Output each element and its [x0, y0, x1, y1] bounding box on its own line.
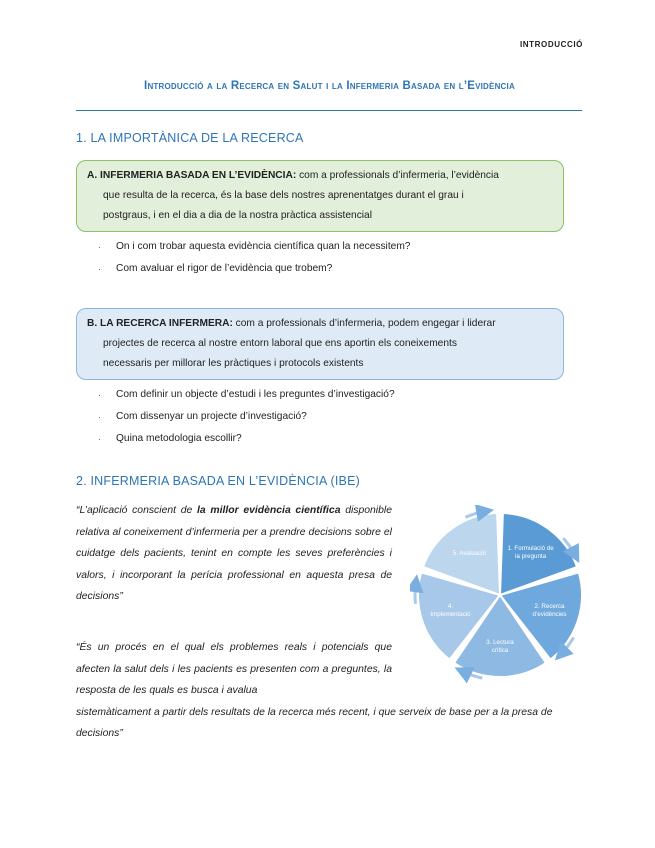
quote-text: disponible relativa al coneixement d’infermeria per a prendre decisions sobre el cuidatge dels pacients, tenint en compte les seves preferències i valors, i incorporant la perícia professional en aquesta presa de decisions” — [76, 505, 392, 602]
quote-text: sistemàticament a partir dels resultats de la recerca més recent, i que serveix de base per a la presa de decisions” — [76, 706, 553, 739]
list-item-text: Com avaluar el rigor de l’evidència que trobem? — [116, 263, 333, 274]
list-item-text: Com definir un objecte d’estudi i les preguntes d’investigació? — [116, 389, 395, 400]
callout-letter: A. — [87, 170, 98, 181]
callout-lead: INFERMERIA BASADA EN L’EVIDÈNCIA: — [100, 170, 297, 181]
definition-quote-1 — [76, 500, 392, 608]
callout-letter: B. — [87, 318, 98, 329]
callout-infermeria-basada — [76, 160, 564, 232]
bullet-icon: · — [98, 242, 101, 252]
callout-text: com a professionals d’infermeria, l’evidència — [296, 170, 499, 181]
quote-emphasis: la millor evidència científica — [196, 505, 341, 516]
bullet-icon: · — [98, 264, 101, 274]
bullet-icon: · — [98, 390, 101, 400]
callout-text: com a professionals d’infermeria, podem engegar i liderar — [232, 318, 496, 329]
cycle-step-label: 5. Avaluació — [452, 549, 487, 557]
list-item — [98, 236, 410, 258]
running-head: INTRODUCCIÓ — [519, 40, 583, 49]
list-item — [98, 406, 395, 428]
cycle-step-label: 4. Implementació — [430, 603, 471, 619]
bullet-icon: · — [98, 412, 101, 422]
cycle-step-label: 3. Lectura crítica — [486, 639, 514, 654]
title-divider — [76, 110, 582, 111]
callout-lead: LA RECERCA INFERMERA: — [100, 318, 233, 329]
cycle-step-label: 2. Recerca d’evidències — [532, 603, 567, 619]
callout-text: que resulta de la recerca, és la base dels nostres aprenentatges durant el grau i — [103, 190, 464, 201]
cycle-arrow-icon — [415, 583, 416, 604]
list-item — [98, 428, 395, 450]
list-item-text: On i com trobar aquesta evidència científica quan la necessitem? — [116, 241, 411, 252]
quote-text: “És un procés en el qual els problemes reals i potencials que afecten la salut dels i les pacients es presenten com a preguntes, la resposta de les quals es busca i avalua — [76, 642, 392, 696]
callout-text: projectes de recerca al nostre entorn laboral que ens aportin els coneixements — [103, 338, 457, 349]
list-item — [98, 258, 410, 280]
bullet-list-a — [98, 236, 410, 280]
list-item-text: Quina metodologia escollir? — [116, 433, 242, 444]
callout-text: necessaris per millorar les pràctiques i protocols existents — [103, 358, 364, 369]
callout-text: postgraus, i en el dia a dia de la nostra pràctica assistencial — [103, 210, 372, 221]
section-heading-2: 2. INFERMERIA BASADA EN L’EVIDÈNCIA (IBE) — [76, 474, 360, 488]
ebp-cycle-diagram — [410, 505, 590, 685]
cycle-step-label: 1. Formulació de la pregunta — [507, 544, 554, 560]
callout-recerca-infermera — [76, 308, 564, 380]
section-heading-1: 1. LA IMPORTÀNICA DE LA RECERCA — [76, 131, 304, 145]
list-item — [98, 384, 395, 406]
document-title: Introducció a la Recerca en Salut i la Infermeria Basada en l’Evidència — [144, 80, 515, 92]
bullet-icon: · — [98, 434, 101, 444]
list-item-text: Com dissenyar un projecte d’investigació? — [116, 411, 307, 422]
bullet-list-b — [98, 384, 395, 450]
quote-text: “L’aplicació conscient de — [76, 505, 197, 516]
